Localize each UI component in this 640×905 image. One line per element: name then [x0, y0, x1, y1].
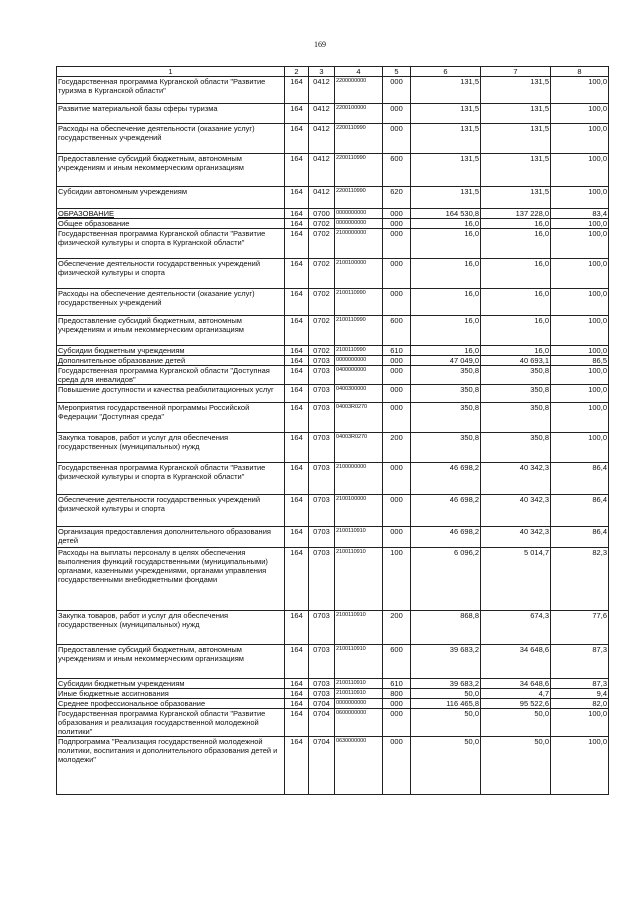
admin-code-cell: 164 [285, 154, 309, 187]
table-row [57, 548, 609, 611]
table-row [57, 259, 609, 289]
section-code-cell: 0702 [309, 316, 335, 346]
percent-cell: 87,3 [551, 645, 609, 679]
plan-amount-cell: 50,0 [411, 737, 481, 795]
target-article-cell: 0400000000 [335, 366, 383, 385]
percent-cell: 100,0 [551, 289, 609, 316]
table-row [57, 366, 609, 385]
section-code-cell: 0412 [309, 77, 335, 104]
section-code-cell: 0703 [309, 645, 335, 679]
target-article-cell: 2200110990 [335, 154, 383, 187]
section-code-cell: 0702 [309, 229, 335, 259]
expense-type-cell: 000 [383, 385, 411, 403]
target-article-cell: 2200110990 [335, 187, 383, 209]
admin-code-cell: 164 [285, 689, 309, 699]
plan-amount-cell: 350,8 [411, 385, 481, 403]
plan-amount-cell: 6 096,2 [411, 548, 481, 611]
actual-amount-cell: 34 648,6 [481, 679, 551, 689]
section-code-cell: 0702 [309, 289, 335, 316]
admin-code-cell: 164 [285, 699, 309, 709]
expense-type-cell: 800 [383, 689, 411, 699]
expense-type-cell: 620 [383, 187, 411, 209]
actual-amount-cell: 16,0 [481, 219, 551, 229]
plan-amount-cell: 46 698,2 [411, 527, 481, 548]
section-code-cell: 0703 [309, 548, 335, 611]
section-code-cell: 0703 [309, 463, 335, 495]
target-article-cell: 04003R0270 [335, 433, 383, 463]
actual-amount-cell: 131,5 [481, 124, 551, 154]
actual-amount-cell: 131,5 [481, 187, 551, 209]
plan-amount-cell: 39 683,2 [411, 679, 481, 689]
table-row [57, 463, 609, 495]
expense-type-cell: 000 [383, 495, 411, 527]
target-article-cell: 2100110990 [335, 289, 383, 316]
actual-amount-cell: 131,5 [481, 77, 551, 104]
section-code-cell: 0702 [309, 259, 335, 289]
section-code-cell: 0412 [309, 124, 335, 154]
table-row [57, 385, 609, 403]
row-name-cell: Предоставление субсидий бюджетным, автономным учреждениям и иным некоммерческим организациям [57, 645, 285, 679]
plan-amount-cell: 350,8 [411, 403, 481, 433]
admin-code-cell: 164 [285, 495, 309, 527]
actual-amount-cell: 4,7 [481, 689, 551, 699]
percent-cell: 86,4 [551, 495, 609, 527]
table-row [57, 403, 609, 433]
percent-cell: 9,4 [551, 689, 609, 699]
percent-cell: 86,4 [551, 463, 609, 495]
expense-type-cell: 000 [383, 289, 411, 316]
actual-amount-cell: 34 648,6 [481, 645, 551, 679]
admin-code-cell: 164 [285, 737, 309, 795]
actual-amount-cell: 16,0 [481, 259, 551, 289]
percent-cell: 100,0 [551, 154, 609, 187]
header-cell: 7 [481, 67, 551, 77]
row-name-cell: Дополнительное образование детей [57, 356, 285, 366]
row-name-cell: Организация предоставления дополнительного образования детей [57, 527, 285, 548]
percent-cell: 100,0 [551, 104, 609, 124]
header-cell: 8 [551, 67, 609, 77]
table-row [57, 229, 609, 259]
row-name-cell: Обеспечение деятельности государственных учреждений физической культуры и спорта [57, 259, 285, 289]
table-row [57, 737, 609, 795]
admin-code-cell: 164 [285, 316, 309, 346]
admin-code-cell: 164 [285, 385, 309, 403]
percent-cell: 83,4 [551, 209, 609, 219]
admin-code-cell: 164 [285, 187, 309, 209]
target-article-cell: 0000000000 [335, 219, 383, 229]
row-name-cell: Иные бюджетные ассигнования [57, 689, 285, 699]
table-row [57, 356, 609, 366]
plan-amount-cell: 131,5 [411, 124, 481, 154]
target-article-cell: 2100110910 [335, 548, 383, 611]
expense-type-cell: 200 [383, 611, 411, 645]
section-code-cell: 0412 [309, 187, 335, 209]
admin-code-cell: 164 [285, 645, 309, 679]
plan-amount-cell: 47 049,0 [411, 356, 481, 366]
row-name-cell: Государственная программа Курганской области "Развитие туризма в Курганской области" [57, 77, 285, 104]
table-row [57, 611, 609, 645]
budget-table [56, 66, 609, 795]
actual-amount-cell: 131,5 [481, 154, 551, 187]
expense-type-cell: 600 [383, 645, 411, 679]
target-article-cell: 2100110910 [335, 645, 383, 679]
target-article-cell: 2200110990 [335, 124, 383, 154]
admin-code-cell: 164 [285, 403, 309, 433]
target-article-cell: 04003R0270 [335, 403, 383, 433]
header-cell: 1 [57, 67, 285, 77]
actual-amount-cell: 350,8 [481, 433, 551, 463]
target-article-cell: 0000000000 [335, 699, 383, 709]
admin-code-cell: 164 [285, 433, 309, 463]
percent-cell: 86,4 [551, 527, 609, 548]
plan-amount-cell: 50,0 [411, 689, 481, 699]
expense-type-cell: 000 [383, 229, 411, 259]
actual-amount-cell: 137 228,0 [481, 209, 551, 219]
plan-amount-cell: 46 698,2 [411, 495, 481, 527]
target-article-cell: 2100110910 [335, 611, 383, 645]
section-code-cell: 0703 [309, 689, 335, 699]
actual-amount-cell: 50,0 [481, 709, 551, 737]
table-row [57, 699, 609, 709]
actual-amount-cell: 350,8 [481, 366, 551, 385]
target-article-cell: 2100100000 [335, 259, 383, 289]
actual-amount-cell: 16,0 [481, 316, 551, 346]
row-name-cell: Среднее профессиональное образование [57, 699, 285, 709]
admin-code-cell: 164 [285, 709, 309, 737]
expense-type-cell: 000 [383, 219, 411, 229]
percent-cell: 100,0 [551, 316, 609, 346]
admin-code-cell: 164 [285, 346, 309, 356]
table-row [57, 346, 609, 356]
table-row [57, 645, 609, 679]
target-article-cell: 2100110990 [335, 346, 383, 356]
plan-amount-cell: 131,5 [411, 187, 481, 209]
section-code-cell: 0703 [309, 611, 335, 645]
plan-amount-cell: 164 530,8 [411, 209, 481, 219]
plan-amount-cell: 16,0 [411, 346, 481, 356]
percent-cell: 100,0 [551, 403, 609, 433]
page-number: 169 [314, 40, 326, 49]
percent-cell: 100,0 [551, 259, 609, 289]
table-row [57, 154, 609, 187]
percent-cell: 100,0 [551, 219, 609, 229]
expense-type-cell: 000 [383, 259, 411, 289]
admin-code-cell: 164 [285, 611, 309, 645]
actual-amount-cell: 40 342,3 [481, 495, 551, 527]
row-name-cell: Закупка товаров, работ и услуг для обеспечения государственных (муниципальных) нужд [57, 611, 285, 645]
expense-type-cell: 000 [383, 209, 411, 219]
actual-amount-cell: 95 522,6 [481, 699, 551, 709]
table-row [57, 316, 609, 346]
header-cell: 2 [285, 67, 309, 77]
row-name-cell: Субсидии бюджетным учреждениям [57, 679, 285, 689]
plan-amount-cell: 16,0 [411, 289, 481, 316]
target-article-cell: 2100110990 [335, 316, 383, 346]
row-name-cell: Государственная программа Курганской области "Доступная среда для инвалидов" [57, 366, 285, 385]
row-name-cell: Повышение доступности и качества реабилитационных услуг [57, 385, 285, 403]
expense-type-cell: 000 [383, 104, 411, 124]
section-code-cell: 0702 [309, 219, 335, 229]
plan-amount-cell: 131,5 [411, 77, 481, 104]
table-row [57, 124, 609, 154]
target-article-cell: 0600000000 [335, 709, 383, 737]
admin-code-cell: 164 [285, 259, 309, 289]
section-code-cell: 0412 [309, 104, 335, 124]
actual-amount-cell: 674,3 [481, 611, 551, 645]
plan-amount-cell: 39 683,2 [411, 645, 481, 679]
table-row [57, 709, 609, 737]
table-header-row [57, 67, 609, 77]
admin-code-cell: 164 [285, 679, 309, 689]
expense-type-cell: 200 [383, 433, 411, 463]
target-article-cell: 0400300000 [335, 385, 383, 403]
actual-amount-cell: 40 342,3 [481, 463, 551, 495]
table-row [57, 689, 609, 699]
header-cell: 5 [383, 67, 411, 77]
actual-amount-cell: 16,0 [481, 346, 551, 356]
expense-type-cell: 610 [383, 346, 411, 356]
percent-cell: 100,0 [551, 229, 609, 259]
section-code-cell: 0703 [309, 495, 335, 527]
table-row [57, 187, 609, 209]
section-code-cell: 0704 [309, 737, 335, 795]
percent-cell: 100,0 [551, 737, 609, 795]
actual-amount-cell: 40 342,3 [481, 527, 551, 548]
row-name-cell: Расходы на обеспечение деятельности (оказание услуг) государственных учреждений [57, 124, 285, 154]
row-name-cell: Государственная программа Курганской области "Развитие образования и реализация государственной молодежной политики" [57, 709, 285, 737]
percent-cell: 77,6 [551, 611, 609, 645]
actual-amount-cell: 350,8 [481, 385, 551, 403]
expense-type-cell: 000 [383, 709, 411, 737]
admin-code-cell: 164 [285, 124, 309, 154]
row-name-cell: Предоставление субсидий бюджетным, автономным учреждениям и иным некоммерческим организациям [57, 154, 285, 187]
table-row [57, 679, 609, 689]
admin-code-cell: 164 [285, 356, 309, 366]
header-cell: 4 [335, 67, 383, 77]
expense-type-cell: 100 [383, 548, 411, 611]
section-code-cell: 0702 [309, 346, 335, 356]
percent-cell: 100,0 [551, 709, 609, 737]
target-article-cell: 2200100000 [335, 104, 383, 124]
plan-amount-cell: 16,0 [411, 259, 481, 289]
expense-type-cell: 000 [383, 356, 411, 366]
admin-code-cell: 164 [285, 548, 309, 611]
table-row [57, 495, 609, 527]
plan-amount-cell: 50,0 [411, 709, 481, 737]
actual-amount-cell: 16,0 [481, 229, 551, 259]
percent-cell: 100,0 [551, 77, 609, 104]
section-code-cell: 0704 [309, 709, 335, 737]
section-code-cell: 0703 [309, 403, 335, 433]
table-row [57, 104, 609, 124]
percent-cell: 82,3 [551, 548, 609, 611]
table-row [57, 219, 609, 229]
admin-code-cell: 164 [285, 527, 309, 548]
plan-amount-cell: 131,5 [411, 104, 481, 124]
expense-type-cell: 000 [383, 699, 411, 709]
percent-cell: 86,5 [551, 356, 609, 366]
admin-code-cell: 164 [285, 366, 309, 385]
row-name-cell: Общее образование [57, 219, 285, 229]
section-code-cell: 0703 [309, 433, 335, 463]
section-code-cell: 0703 [309, 679, 335, 689]
target-article-cell: 0000000000 [335, 209, 383, 219]
target-article-cell: 2100110910 [335, 689, 383, 699]
header-cell: 3 [309, 67, 335, 77]
plan-amount-cell: 350,8 [411, 433, 481, 463]
header-cell: 6 [411, 67, 481, 77]
admin-code-cell: 164 [285, 209, 309, 219]
table-row [57, 289, 609, 316]
percent-cell: 100,0 [551, 124, 609, 154]
plan-amount-cell: 16,0 [411, 219, 481, 229]
table-row [57, 433, 609, 463]
plan-amount-cell: 116 465,8 [411, 699, 481, 709]
section-code-cell: 0704 [309, 699, 335, 709]
row-name-cell: Предоставление субсидий бюджетным, автономным учреждениям и иным некоммерческим организациям [57, 316, 285, 346]
actual-amount-cell: 350,8 [481, 403, 551, 433]
target-article-cell: 2100110910 [335, 527, 383, 548]
section-code-cell: 0703 [309, 385, 335, 403]
actual-amount-cell: 40 693,1 [481, 356, 551, 366]
admin-code-cell: 164 [285, 104, 309, 124]
section-code-cell: 0703 [309, 366, 335, 385]
table-row [57, 527, 609, 548]
table-row [57, 77, 609, 104]
expense-type-cell: 000 [383, 403, 411, 433]
row-name-cell: Закупка товаров, работ и услуг для обеспечения государственных (муниципальных) нужд [57, 433, 285, 463]
actual-amount-cell: 16,0 [481, 289, 551, 316]
row-name-cell: Подпрограмма "Реализация государственной молодежной политики, воспитания и дополнительного образования детей и молодежи" [57, 737, 285, 795]
plan-amount-cell: 46 698,2 [411, 463, 481, 495]
admin-code-cell: 164 [285, 219, 309, 229]
percent-cell: 82,0 [551, 699, 609, 709]
plan-amount-cell: 350,8 [411, 366, 481, 385]
plan-amount-cell: 131,5 [411, 154, 481, 187]
admin-code-cell: 164 [285, 229, 309, 259]
actual-amount-cell: 5 014,7 [481, 548, 551, 611]
row-name-cell: Расходы на обеспечение деятельности (оказание услуг) государственных учреждений [57, 289, 285, 316]
row-name-cell: ОБРАЗОВАНИЕ [57, 209, 285, 219]
expense-type-cell: 000 [383, 124, 411, 154]
row-name-cell: Государственная программа Курганской области "Развитие физической культуры и спорта в Курганской области" [57, 229, 285, 259]
plan-amount-cell: 868,8 [411, 611, 481, 645]
expense-type-cell: 000 [383, 527, 411, 548]
admin-code-cell: 164 [285, 289, 309, 316]
actual-amount-cell: 131,5 [481, 104, 551, 124]
row-name-cell: Мероприятия государственной программы Российской Федерации "Доступная среда" [57, 403, 285, 433]
row-name-cell: Субсидии автономным учреждениям [57, 187, 285, 209]
target-article-cell: 0630000000 [335, 737, 383, 795]
section-code-cell: 0703 [309, 356, 335, 366]
target-article-cell: 2100110910 [335, 679, 383, 689]
target-article-cell: 2200000000 [335, 77, 383, 104]
expense-type-cell: 000 [383, 77, 411, 104]
percent-cell: 100,0 [551, 346, 609, 356]
percent-cell: 87,3 [551, 679, 609, 689]
section-code-cell: 0412 [309, 154, 335, 187]
target-article-cell: 0000000000 [335, 356, 383, 366]
percent-cell: 100,0 [551, 433, 609, 463]
section-code-cell: 0700 [309, 209, 335, 219]
expense-type-cell: 600 [383, 316, 411, 346]
percent-cell: 100,0 [551, 385, 609, 403]
expense-type-cell: 600 [383, 154, 411, 187]
row-name-cell: Развитие материальной базы сферы туризма [57, 104, 285, 124]
row-name-cell: Обеспечение деятельности государственных учреждений физической культуры и спорта [57, 495, 285, 527]
expense-type-cell: 000 [383, 366, 411, 385]
percent-cell: 100,0 [551, 366, 609, 385]
plan-amount-cell: 16,0 [411, 316, 481, 346]
target-article-cell: 2100000000 [335, 229, 383, 259]
row-name-cell: Расходы на выплаты персоналу в целях обеспечения выполнения функций государственными (муниципальными) органами, казенными учреждениями, органами управления государственными внебюджетными фондами [57, 548, 285, 611]
expense-type-cell: 000 [383, 737, 411, 795]
expense-type-cell: 610 [383, 679, 411, 689]
percent-cell: 100,0 [551, 187, 609, 209]
expense-type-cell: 000 [383, 463, 411, 495]
section-code-cell: 0703 [309, 527, 335, 548]
target-article-cell: 2100000000 [335, 463, 383, 495]
row-name-cell: Государственная программа Курганской области "Развитие физической культуры и спорта в Курганской области" [57, 463, 285, 495]
table-row [57, 209, 609, 219]
actual-amount-cell: 50,0 [481, 737, 551, 795]
plan-amount-cell: 16,0 [411, 229, 481, 259]
target-article-cell: 2100100000 [335, 495, 383, 527]
row-name-cell: Субсидии бюджетным учреждениям [57, 346, 285, 356]
admin-code-cell: 164 [285, 463, 309, 495]
admin-code-cell: 164 [285, 77, 309, 104]
